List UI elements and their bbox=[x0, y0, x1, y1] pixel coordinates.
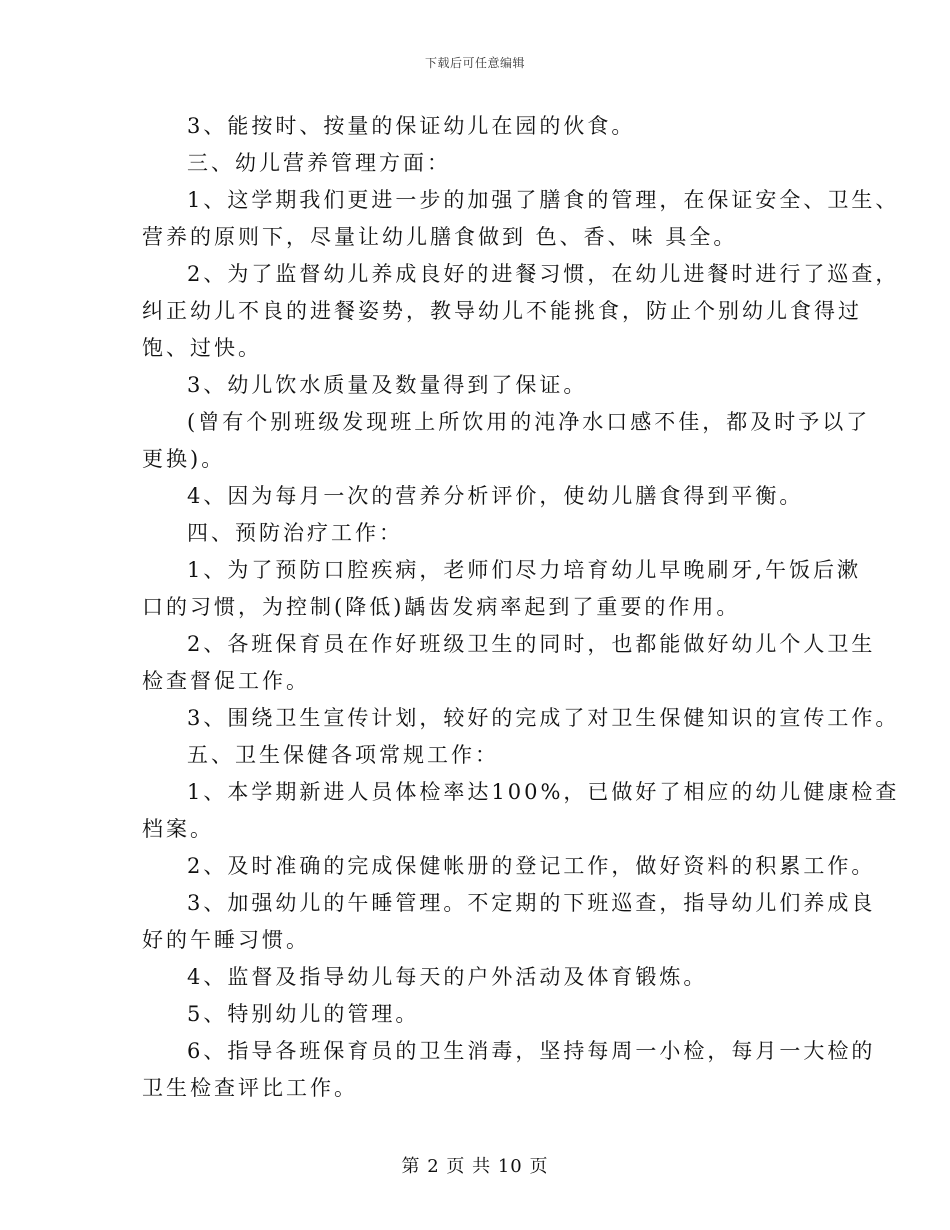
text-line: 卫生检查评比工作。 bbox=[142, 1076, 358, 1100]
text-line: 1、为了预防口腔疾病，老师们尽力培育幼儿早晚刷牙,午饭后漱 bbox=[187, 558, 862, 582]
text-line: 4、因为每月一次的营养分析评价，使幼儿膳食得到平衡。 bbox=[187, 484, 804, 508]
page-number: 第 2 页 共 10 页 bbox=[401, 1156, 549, 1177]
text-line: 四、预防治疗工作： bbox=[187, 521, 403, 545]
text-line: 5、特别幼儿的管理。 bbox=[187, 1002, 420, 1026]
text-line: 2、为了监督幼儿养成良好的进餐习惯，在幼儿进餐时进行了巡查， bbox=[187, 262, 900, 286]
text-line: 营养的原则下，尽量让幼儿膳食做到 色、香、味 具全。 bbox=[142, 225, 738, 249]
text-line: 3、幼儿饮水质量及数量得到了保证。 bbox=[187, 373, 588, 397]
document-body bbox=[142, 108, 900, 1107]
text-line: 3、加强幼儿的午睡管理。不定期的下班巡查，指导幼儿们养成良 bbox=[187, 891, 876, 915]
text-line: 三、幼儿营养管理方面： bbox=[187, 151, 451, 175]
text-line: 2、及时准确的完成保健帐册的登记工作，做好资料的积累工作。 bbox=[187, 854, 876, 878]
text-line: 6、指导各班保育员的卫生消毒，坚持每周一小检，每月一大检的 bbox=[187, 1039, 876, 1063]
text-line: 饱、过快。 bbox=[142, 336, 262, 360]
text-line: 好的午睡习惯。 bbox=[142, 928, 310, 952]
page-header: 下载后可任意编辑 bbox=[424, 56, 525, 70]
text-line: 档案。 bbox=[142, 817, 214, 841]
text-line: 1、这学期我们更进一步的加强了膳食的管理，在保证安全、卫生、 bbox=[187, 188, 900, 212]
text-line: 更换)。 bbox=[142, 447, 226, 471]
text-line: 3、围绕卫生宣传计划，较好的完成了对卫生保健知识的宣传工作。 bbox=[187, 706, 900, 730]
text-line: 纠正幼儿不良的进餐姿势，教导幼儿不能挑食，防止个别幼儿食得过 bbox=[142, 299, 862, 323]
text-line: 1、本学期新进人员体检率达100%，已做好了相应的幼儿健康检查 bbox=[187, 780, 900, 804]
text-line: 检查督促工作。 bbox=[142, 669, 310, 693]
text-line: 口的习惯，为控制(降低)龋齿发病率起到了重要的作用。 bbox=[142, 595, 741, 619]
text-line: (曾有个别班级发现班上所饮用的沌净水口感不佳，都及时予以了 bbox=[187, 410, 871, 434]
text-line: 4、监督及指导幼儿每天的户外活动及体育锻炼。 bbox=[187, 965, 708, 989]
text-line: 五、卫生保健各项常规工作： bbox=[187, 743, 499, 767]
text-line: 3、能按时、按量的保证幼儿在园的伙食。 bbox=[187, 114, 636, 138]
text-line: 2、各班保育员在作好班级卫生的同时，也都能做好幼儿个人卫生 bbox=[187, 632, 876, 656]
